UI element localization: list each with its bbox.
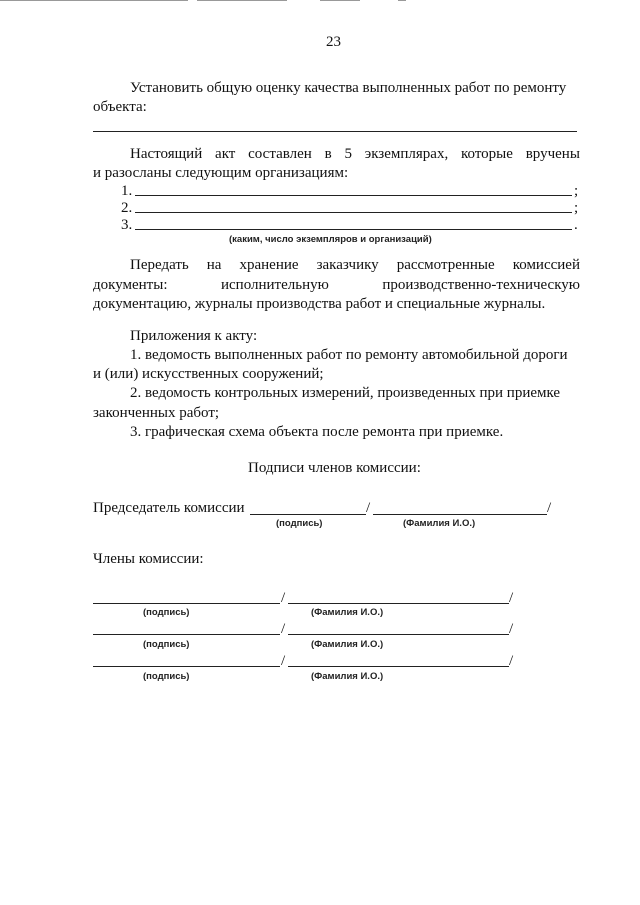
transfer-text-line2 xyxy=(93,276,580,294)
word: составлен xyxy=(248,146,312,162)
word: комиссией xyxy=(512,257,580,273)
org-item-line-1 xyxy=(135,195,572,196)
member-3-name-line xyxy=(288,666,509,667)
member-1-sign-caption: (подпись) xyxy=(143,607,190,618)
members-label: Члены комиссии: xyxy=(93,551,204,567)
word: экземплярах, xyxy=(364,146,449,162)
word: 5 xyxy=(344,146,352,162)
attachment-2-line1: 2. ведомость контрольных измерений, произведенных при приемке xyxy=(130,385,561,401)
word: в xyxy=(324,146,332,162)
chairman-name-line xyxy=(373,514,547,515)
chairman-sign-caption: (подпись) xyxy=(276,518,323,529)
top-edge-mark xyxy=(320,0,360,1)
member-2-slash-2: / xyxy=(509,621,514,637)
member-3-name-caption: (Фамилия И.О.) xyxy=(311,671,384,682)
org-item-end-2: ; xyxy=(574,200,579,216)
transfer-text-line3: документацию, журналы производства работ и специальные журналы. xyxy=(93,296,546,312)
attachments-heading: Приложения к акту: xyxy=(130,328,258,344)
member-1-name-caption: (Фамилия И.О.) xyxy=(311,607,384,618)
member-1-slash-1: / xyxy=(281,590,286,606)
member-3-signature-line xyxy=(93,666,280,667)
member-3-slash-1: / xyxy=(281,653,286,669)
word: вручены xyxy=(525,146,580,162)
member-1-signature-line xyxy=(93,603,280,604)
org-item-line-2 xyxy=(135,212,572,213)
word: заказчику xyxy=(316,257,379,273)
chairman-label: Председатель комиссии xyxy=(93,500,245,516)
attachment-2-line2: законченных работ; xyxy=(93,405,220,421)
word: которые xyxy=(461,146,513,162)
chairman-signature-line xyxy=(250,514,366,515)
chairman-name-caption: (Фамилия И.О.) xyxy=(403,518,476,529)
assessment-text-line2: объекта: xyxy=(93,99,147,115)
org-item-number-2: 2. xyxy=(121,200,133,216)
copies-text-line1 xyxy=(130,145,580,163)
member-2-sign-caption: (подпись) xyxy=(143,639,190,650)
attachment-1-line1: 1. ведомость выполненных работ по ремонту автомобильной дороги xyxy=(130,347,568,363)
member-1-name-line xyxy=(288,603,509,604)
word: документы: xyxy=(93,277,168,293)
member-1-slash-2: / xyxy=(509,590,514,606)
copies-text-line2: и разосланы следующим организациям: xyxy=(93,165,349,181)
org-item-line-3 xyxy=(135,229,572,230)
page-number: 23 xyxy=(326,34,341,50)
chairman-slash-1: / xyxy=(366,500,371,516)
org-item-end-1: ; xyxy=(574,183,579,199)
assessment-blank-line xyxy=(93,131,577,132)
org-caption: (каким, число экземпляров и организаций) xyxy=(229,234,432,245)
org-item-number-3: 3. xyxy=(121,217,133,233)
word: рассмотренные xyxy=(396,257,495,273)
transfer-text-line1 xyxy=(130,256,580,274)
word: производственно-техническую xyxy=(382,277,580,293)
signatures-heading: Подписи членов комиссии: xyxy=(248,460,421,476)
word: Передать xyxy=(130,257,189,273)
member-2-slash-1: / xyxy=(281,621,286,637)
word: исполнительную xyxy=(221,277,329,293)
word: акт xyxy=(215,146,236,162)
word: хранение xyxy=(239,257,299,273)
top-edge-mark xyxy=(197,0,287,1)
member-2-name-caption: (Фамилия И.О.) xyxy=(311,639,384,650)
member-2-name-line xyxy=(288,634,509,635)
top-edge-mark xyxy=(398,0,406,1)
top-edge-mark xyxy=(0,0,188,1)
org-item-number-1: 1. xyxy=(121,183,133,199)
word: на xyxy=(206,257,222,273)
member-2-signature-line xyxy=(93,634,280,635)
word: Настоящий xyxy=(130,146,203,162)
attachment-1-line2: и (или) искусственных сооружений; xyxy=(93,366,324,382)
chairman-slash-2: / xyxy=(547,500,552,516)
attachment-3: 3. графическая схема объекта после ремонта при приемке. xyxy=(130,424,504,440)
assessment-text-line1: Установить общую оценку качества выполненных работ по ремонту xyxy=(130,80,567,96)
org-item-end-3: . xyxy=(574,217,578,233)
member-3-sign-caption: (подпись) xyxy=(143,671,190,682)
member-3-slash-2: / xyxy=(509,653,514,669)
